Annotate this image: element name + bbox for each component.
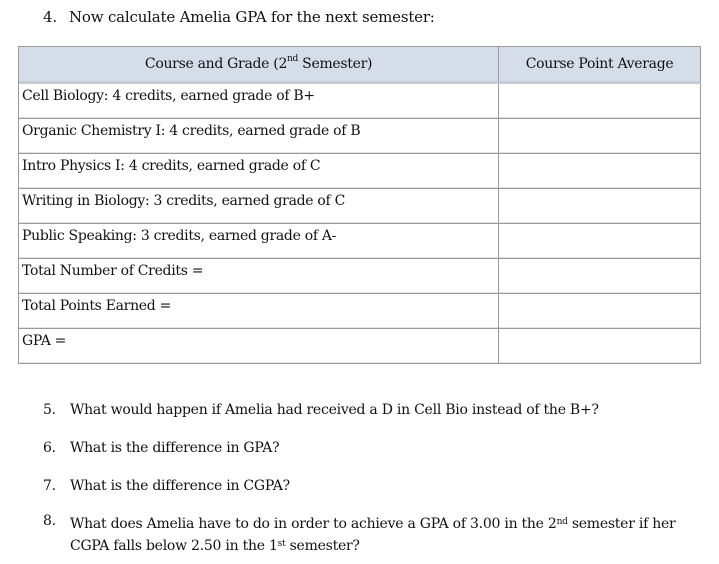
table-row — [19, 329, 701, 364]
question-4-text: Now calculate Amelia GPA for the next semester: — [69, 8, 435, 26]
question-6 — [43, 440, 279, 456]
row-label-writing-in-biology: Writing in Biology: 3 credits, earned grade of C — [19, 189, 499, 224]
table-row — [19, 294, 701, 329]
table-row — [19, 224, 701, 259]
row-value-intro-physics[interactable] — [499, 154, 701, 189]
row-value-public-speaking[interactable] — [499, 224, 701, 259]
table-row — [19, 119, 701, 154]
row-value-total-points[interactable] — [499, 294, 701, 329]
row-label-total-points: Total Points Earned = — [19, 294, 499, 329]
row-label-cell-biology: Cell Biology: 4 credits, earned grade of B+ — [19, 84, 499, 119]
table-header-row — [19, 47, 701, 84]
row-value-organic-chemistry[interactable] — [499, 119, 701, 154]
row-value-writing-in-biology[interactable] — [499, 189, 701, 224]
table-row — [19, 259, 701, 294]
question-4-heading — [43, 8, 435, 26]
question-4-number: 4. — [43, 8, 57, 26]
question-7 — [43, 478, 290, 494]
row-value-total-credits[interactable] — [499, 259, 701, 294]
row-label-intro-physics: Intro Physics I: 4 credits, earned grade of C — [19, 154, 499, 189]
header-course-point-average: Course Point Average — [499, 47, 701, 84]
question-8 — [43, 513, 710, 557]
question-5-text: What would happen if Amelia had received a D in Cell Bio instead of the B+? — [70, 402, 599, 418]
table-row — [19, 189, 701, 224]
question-6-text: What is the difference in GPA? — [70, 440, 280, 456]
row-value-gpa[interactable] — [499, 329, 701, 364]
row-label-organic-chemistry: Organic Chemistry I: 4 credits, earned grade of B — [19, 119, 499, 154]
row-value-cell-biology[interactable] — [499, 84, 701, 119]
table-row — [19, 154, 701, 189]
header-course-and-grade: Course and Grade (2nd Semester) — [19, 47, 499, 84]
row-label-public-speaking: Public Speaking: 3 credits, earned grade of A- — [19, 224, 499, 259]
question-7-text: What is the difference in CGPA? — [70, 478, 290, 494]
question-7-number: 7. — [43, 478, 56, 494]
question-8-text: What does Amelia have to do in order to achieve a GPA of 3.00 in the 2nd semester if her CGPA falls below 2.50 in the 1st semester? — [70, 516, 676, 554]
question-5 — [43, 402, 599, 418]
gpa-table — [18, 46, 701, 364]
row-label-total-credits: Total Number of Credits = — [19, 259, 499, 294]
row-label-gpa: GPA = — [19, 329, 499, 364]
table-row — [19, 84, 701, 119]
question-6-number: 6. — [43, 440, 56, 456]
question-8-number: 8. — [43, 513, 56, 529]
question-5-number: 5. — [43, 402, 56, 418]
